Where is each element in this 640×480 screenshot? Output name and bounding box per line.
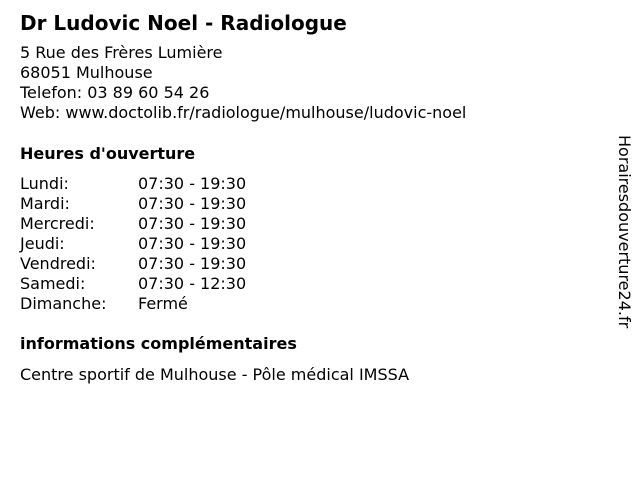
time-value: 07:30 - 19:30 <box>138 234 247 253</box>
day-label: Dimanche: <box>20 294 107 313</box>
hours-row-sunday <box>20 294 340 314</box>
additional-info-heading: informations complémentaires <box>20 334 297 353</box>
opening-hours-table <box>20 174 340 314</box>
time-value: 07:30 - 19:30 <box>138 254 247 273</box>
site-watermark: Horairesdouverture24.fr <box>615 135 634 329</box>
website-link[interactable]: Web: www.doctolib.fr/radiologue/mulhouse/ludovic-noel <box>20 103 467 122</box>
day-label: Lundi: <box>20 174 69 193</box>
phone-number: Telefon: 03 89 60 54 26 <box>20 83 210 102</box>
day-label: Jeudi: <box>20 234 65 253</box>
opening-hours-heading: Heures d'ouverture <box>20 144 196 163</box>
hours-row-tuesday <box>20 194 340 214</box>
hours-row-wednesday <box>20 214 340 234</box>
time-value: 07:30 - 19:30 <box>138 214 247 233</box>
street-address: 5 Rue des Frères Lumière <box>20 43 223 62</box>
time-value: 07:30 - 19:30 <box>138 194 247 213</box>
hours-row-monday <box>20 174 340 194</box>
day-label: Mardi: <box>20 194 70 213</box>
contact-block <box>20 43 466 123</box>
hours-row-saturday <box>20 274 340 294</box>
day-label: Samedi: <box>20 274 86 293</box>
hours-row-thursday <box>20 234 340 254</box>
city-postcode: 68051 Mulhouse <box>20 63 153 82</box>
page-title: Dr Ludovic Noel - Radiologue <box>20 11 347 35</box>
time-value: Fermé <box>138 294 188 313</box>
hours-row-friday <box>20 254 340 274</box>
day-label: Mercredi: <box>20 214 95 233</box>
additional-info-text: Centre sportif de Mulhouse - Pôle médical IMSSA <box>20 365 410 384</box>
time-value: 07:30 - 12:30 <box>138 274 247 293</box>
time-value: 07:30 - 19:30 <box>138 174 247 193</box>
day-label: Vendredi: <box>20 254 96 273</box>
